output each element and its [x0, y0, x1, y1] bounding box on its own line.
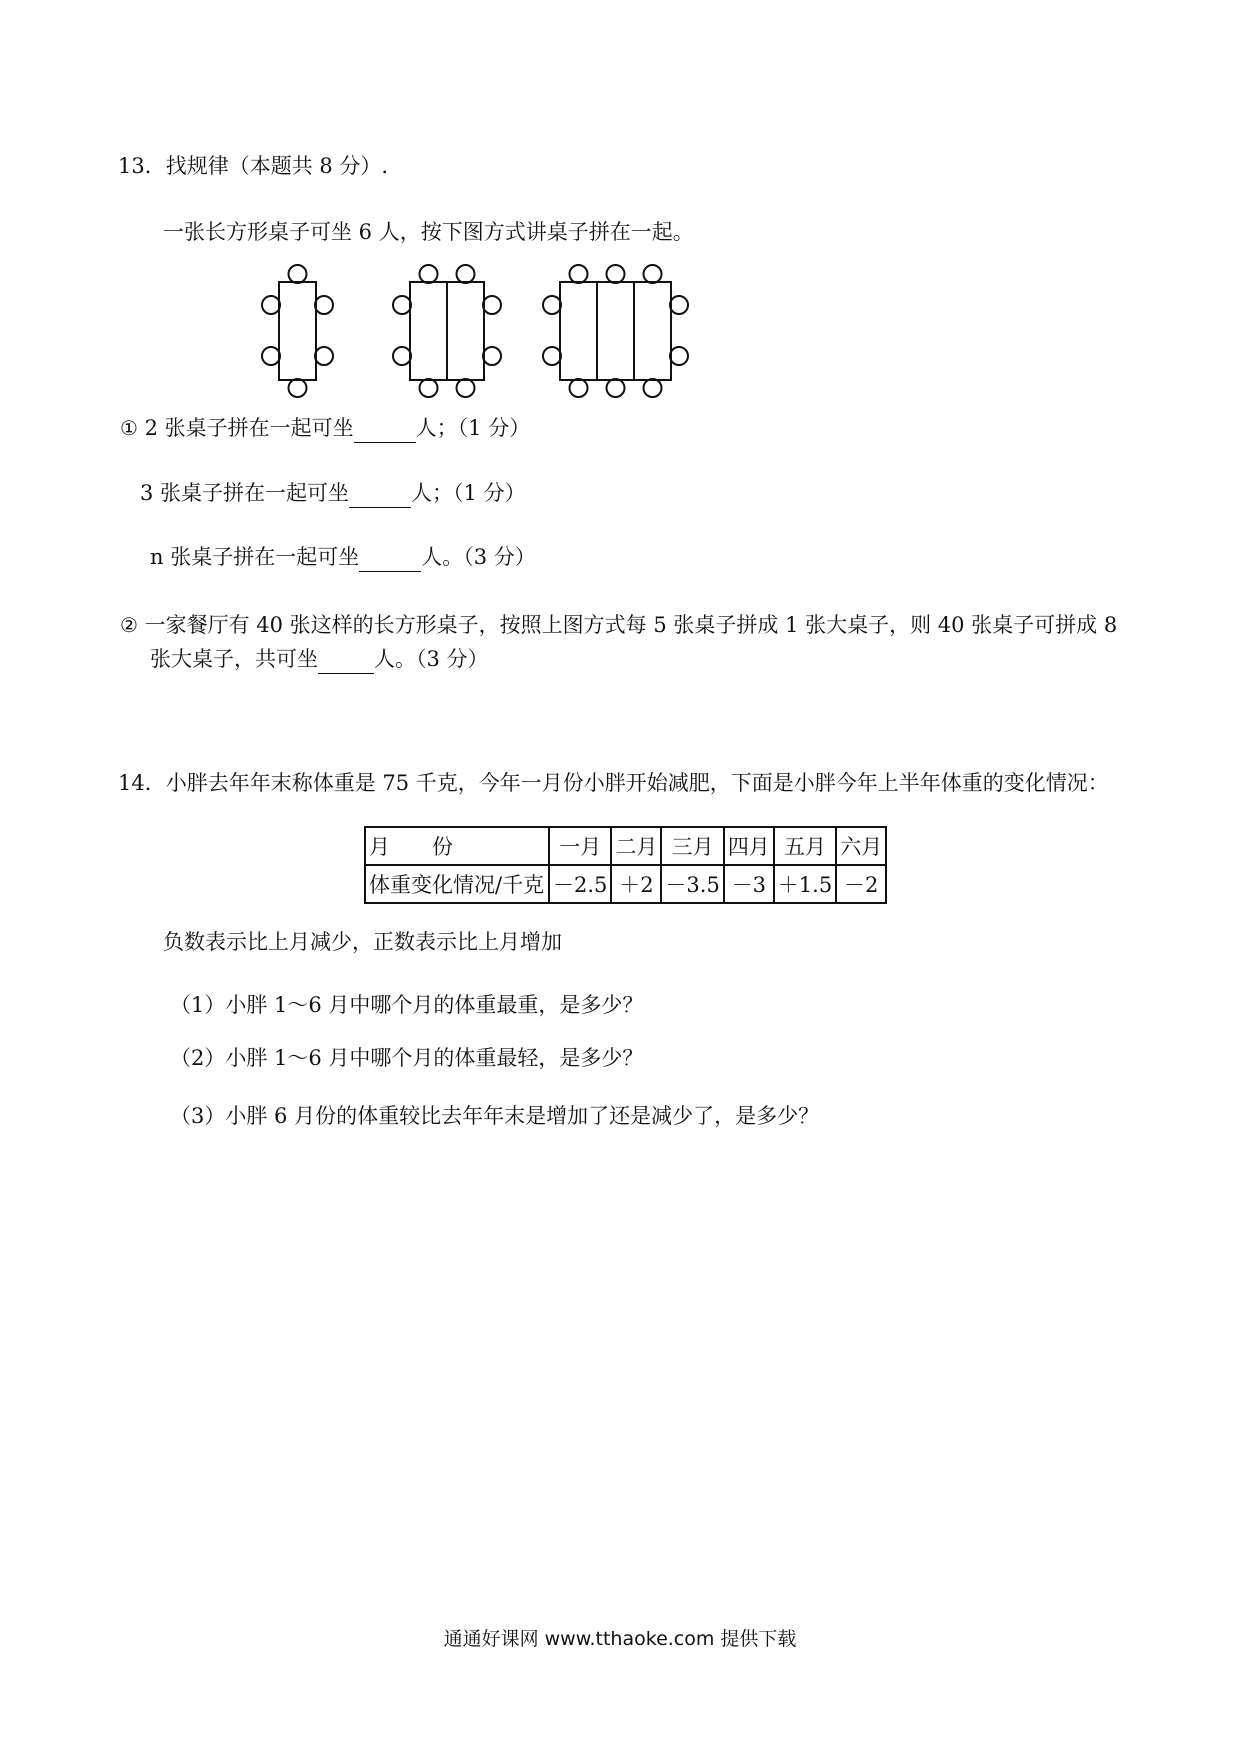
chair-right: [670, 347, 688, 365]
question-14-sub2: （2）小胖 1～6 月中哪个月的体重最轻，是多少？: [170, 1046, 644, 1070]
question-13-part1-line2: [140, 479, 526, 508]
chair-bottom: [644, 379, 662, 397]
question-13-part1-line1: [120, 414, 530, 443]
question-14-note: 负数表示比上月减少，正数表示比上月增加: [163, 930, 562, 954]
month-cell: 四月: [724, 827, 774, 865]
question-13-part1-line3: [150, 543, 536, 572]
chair-top: [644, 265, 662, 283]
month-cell: 六月: [836, 827, 886, 865]
part1-line3-score: 人。（3 分）: [421, 545, 536, 569]
change-header-cell: 体重变化情况/千克: [365, 865, 549, 903]
change-cell: －3: [724, 865, 774, 903]
change-cell: ＋2: [611, 865, 661, 903]
answer-blank-big-tables[interactable]: [318, 645, 374, 674]
month-cell: 五月: [774, 827, 836, 865]
part1-line2-text: 3 张桌子拼在一起可坐: [140, 481, 350, 505]
chair-right: [670, 296, 688, 314]
table-rectangle: [279, 282, 316, 380]
chair-right: [315, 347, 333, 365]
change-cell: －2.5: [549, 865, 611, 903]
chair-left: [393, 296, 411, 314]
question-13-part2-line2: [150, 645, 489, 674]
question-13-intro: 一张长方形桌子可坐 6 人，按下图方式讲桌子拼在一起。: [163, 220, 694, 244]
chair-right: [483, 296, 501, 314]
circled-1-marker: ①: [120, 416, 138, 440]
table-row-months: [365, 827, 886, 865]
chair-bottom: [607, 379, 625, 397]
chair-left: [543, 296, 561, 314]
chair-top: [457, 265, 475, 283]
chair-bottom: [570, 379, 588, 397]
change-cell: ＋1.5: [774, 865, 836, 903]
table-arrangement-figures: [250, 258, 710, 408]
chair-top: [570, 265, 588, 283]
footer-credit: 通通好课网 www.tthaoke.com 提供下载: [443, 1628, 797, 1650]
circled-2-marker: ②: [120, 613, 138, 637]
table-row-changes: [365, 865, 886, 903]
month-cell: 一月: [549, 827, 611, 865]
change-cell: －2: [836, 865, 886, 903]
chair-top: [420, 265, 438, 283]
chair-left: [262, 296, 280, 314]
question-13-part2-line1: [120, 611, 1117, 639]
chair-bottom: [289, 379, 307, 397]
chair-right: [483, 347, 501, 365]
part2-line1-text: 一家餐厅有 40 张这样的长方形桌子，按照上图方式每 5 张桌子拼成 1 张大桌子，则 40 张桌子可拼成 8: [137, 613, 1118, 637]
chair-bottom: [420, 379, 438, 397]
part1-line2-score: 人；（1 分）: [411, 481, 526, 505]
chair-top: [607, 265, 625, 283]
part1-line1-score: 人；（1 分）: [415, 416, 531, 440]
chair-bottom: [457, 379, 475, 397]
answer-blank-n-tables[interactable]: [359, 543, 421, 572]
month-header-cell: 月 份: [365, 827, 549, 865]
question-14-sub1: （1）小胖 1～6 月中哪个月的体重最重，是多少？: [170, 993, 644, 1017]
change-cell: －3.5: [661, 865, 723, 903]
question-14-sub3: （3）小胖 6 月份的体重较比去年年末是增加了还是减少了，是多少？: [170, 1104, 820, 1128]
part2-line2-text: 张大桌子，共可坐: [150, 647, 318, 671]
question-13-title: 13．找规律（本题共 8 分）.: [118, 154, 389, 178]
part1-line1-text: 2 张桌子拼在一起可坐: [137, 416, 354, 440]
question-14-title: 14．小胖去年年末称体重是 75 千克，今年一月份小胖开始减肥，下面是小胖今年上半年体重的变化情况：: [118, 771, 1109, 795]
month-cell: 二月: [611, 827, 661, 865]
chair-right: [315, 296, 333, 314]
weight-change-table: [364, 826, 887, 904]
chair-left: [393, 347, 411, 365]
part1-line3-text: n 张桌子拼在一起可坐: [150, 545, 360, 569]
answer-blank-3-tables[interactable]: [349, 479, 411, 508]
chair-top: [289, 265, 307, 283]
chair-left: [543, 347, 561, 365]
answer-blank-2-tables[interactable]: [354, 414, 416, 443]
month-cell: 三月: [661, 827, 723, 865]
part2-line2-score: 人。（3 分）: [374, 647, 489, 671]
chair-left: [262, 347, 280, 365]
table-rectangle: [560, 282, 671, 380]
